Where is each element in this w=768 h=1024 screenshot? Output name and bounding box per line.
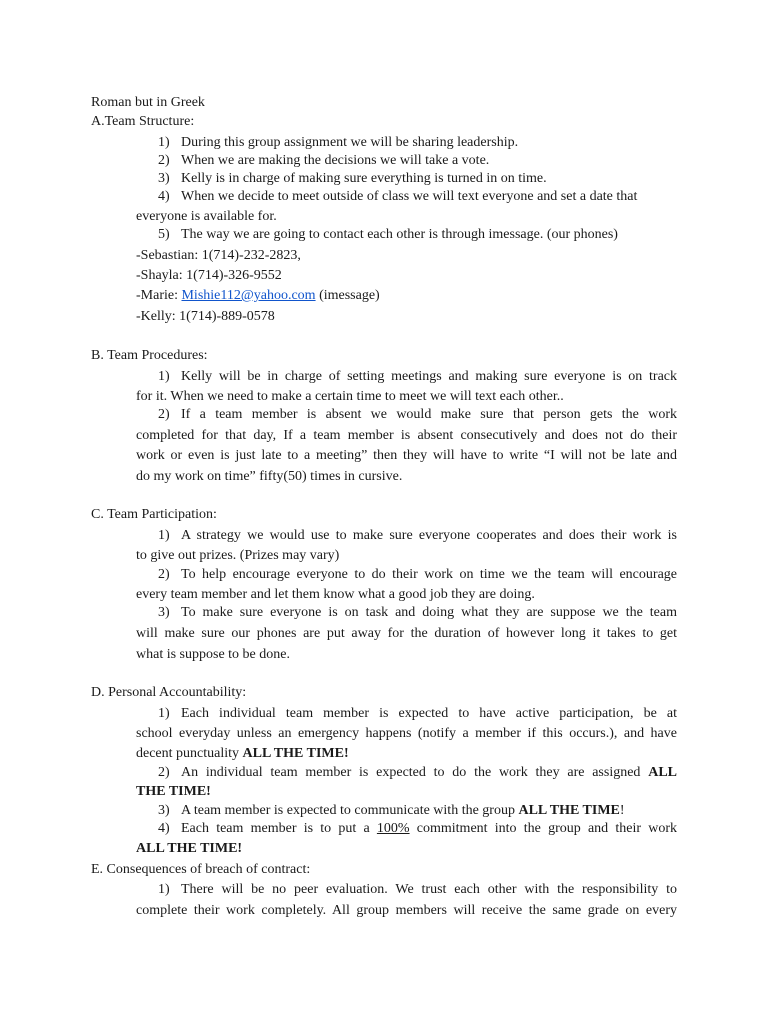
- section-c-item-2: [158, 566, 677, 584]
- item-number: 1): [158, 706, 170, 721]
- section-c-item-3: [158, 604, 677, 622]
- section-d-item-1-cont-1: school everyday unless an emergency happens (notify a member if this occurs.), and have: [136, 726, 677, 741]
- item-number: 1): [158, 882, 170, 897]
- section-c-heading: C. Team Participation:: [91, 507, 217, 522]
- item-number: 3): [158, 171, 170, 186]
- item-text: An individual team member is expected to do the work they are assigned: [181, 765, 649, 780]
- emphasis-text: ALL: [648, 765, 677, 780]
- item-text: During this group assignment we will be sharing leadership.: [181, 135, 519, 150]
- item-text: When we are making the decisions we will take a vote.: [181, 153, 490, 168]
- section-a-item-4: [158, 188, 637, 206]
- section-a-item-2: [158, 152, 489, 170]
- section-d-item-4: [158, 820, 677, 838]
- section-b-heading: B. Team Procedures:: [91, 348, 208, 363]
- section-c-item-3-cont-2: what is suppose to be done.: [136, 647, 290, 662]
- item-number: 5): [158, 227, 170, 242]
- item-text: Each team member is to put a: [181, 821, 377, 836]
- item-text-end: !: [619, 803, 625, 818]
- item-text: A strategy we would use to make sure everyone cooperates and does their work is: [181, 528, 677, 543]
- item-number: 1): [158, 528, 170, 543]
- section-a-item-4-cont: everyone is available for.: [136, 209, 277, 224]
- item-text: There will be no peer evaluation. We trust each other with the responsibility to: [181, 882, 677, 897]
- item-number: 4): [158, 821, 170, 836]
- section-b-item-2-cont-1: completed for that day, If a team member is absent consecutively and does not do their: [136, 428, 677, 443]
- section-b-item-2-cont-3: do my work on time” fifty(50) times in cursive.: [136, 469, 403, 484]
- item-text: To make sure everyone is on task and doing what they are suppose we the team: [181, 605, 677, 620]
- item-number: 2): [158, 567, 170, 582]
- section-b-item-2-cont-2: work or even is just late to a meeting” then they will have to write “I will not be late and: [136, 448, 677, 463]
- emphasis-text: ALL THE TIME!: [136, 841, 243, 856]
- contact-sebastian: -Sebastian: 1(714)-232-2823,: [136, 248, 301, 263]
- section-d-item-1-cont-2: [136, 745, 349, 763]
- contact-marie-note: (imessage): [315, 288, 380, 303]
- section-c-item-1: [158, 527, 677, 545]
- contact-kelly: -Kelly: 1(714)-889-0578: [136, 309, 275, 324]
- section-d-item-2-cont: [136, 783, 211, 801]
- emphasis-text: ALL THE TIME: [518, 803, 620, 818]
- section-e-item-1: [158, 881, 677, 899]
- item-number: 2): [158, 407, 170, 422]
- section-c-item-1-cont: to give out prizes. (Prizes may vary): [136, 548, 340, 563]
- underlined-percent: 100%: [376, 821, 410, 836]
- item-number: 1): [158, 369, 170, 384]
- contact-marie: [136, 287, 380, 305]
- item-text: If a team member is absent we would make sure that person gets the work: [181, 407, 677, 422]
- section-e-heading: E. Consequences of breach of contract:: [91, 862, 311, 877]
- section-d-item-2: [158, 764, 677, 782]
- item-number: 2): [158, 765, 170, 780]
- item-text: The way we are going to contact each other is through imessage. (our phones): [181, 227, 618, 242]
- emphasis-text: THE TIME!: [136, 784, 211, 799]
- section-c-item-2-cont: every team member and let them know what a good job they are doing.: [136, 587, 535, 602]
- section-d-item-4-cont: [136, 840, 242, 858]
- section-b-item-2: [158, 406, 677, 424]
- item-text-end: commitment into the group and their work: [409, 821, 678, 836]
- section-a-heading: A.Team Structure:: [91, 114, 195, 129]
- item-number: 2): [158, 153, 170, 168]
- section-d-item-3: [158, 802, 625, 820]
- section-d-item-1: [158, 705, 677, 723]
- section-a-item-3: [158, 170, 547, 188]
- item-text: When we decide to meet outside of class we will text everyone and set a date that: [181, 189, 638, 204]
- section-e-item-1-cont: complete their work completely. All group members will receive the same grade on every: [136, 903, 677, 918]
- section-b-item-1: [158, 368, 677, 386]
- document-title: Roman but in Greek: [91, 95, 205, 110]
- section-a-item-1: [158, 134, 518, 152]
- section-d-heading: D. Personal Accountability:: [91, 685, 247, 700]
- contact-shayla: -Shayla: 1(714)-326-9552: [136, 268, 282, 283]
- item-text: decent punctuality: [136, 746, 243, 761]
- item-number: 4): [158, 189, 170, 204]
- item-text: Kelly will be in charge of setting meetings and making sure everyone is on track: [181, 369, 677, 384]
- item-text: Each individual team member is expected to have active participation, be at: [181, 706, 677, 721]
- contact-marie-label: -Marie:: [136, 288, 182, 303]
- marie-email-link[interactable]: Mishie112@yahoo.com: [181, 288, 316, 303]
- section-a-item-5: [158, 226, 618, 244]
- item-text: A team member is expected to communicate with the group: [181, 803, 519, 818]
- item-number: 3): [158, 605, 170, 620]
- section-c-item-3-cont-1: will make sure our phones are put away for the duration of however long it takes to get: [136, 626, 677, 641]
- emphasis-text: ALL THE TIME!: [242, 746, 349, 761]
- item-text: To help encourage everyone to do their work on time we the team will encourage: [181, 567, 677, 582]
- item-text: Kelly is in charge of making sure everything is turned in on time.: [181, 171, 547, 186]
- section-b-item-1-cont: for it. When we need to make a certain time to meet we will text each other..: [136, 389, 564, 404]
- item-number: 1): [158, 135, 170, 150]
- item-number: 3): [158, 803, 170, 818]
